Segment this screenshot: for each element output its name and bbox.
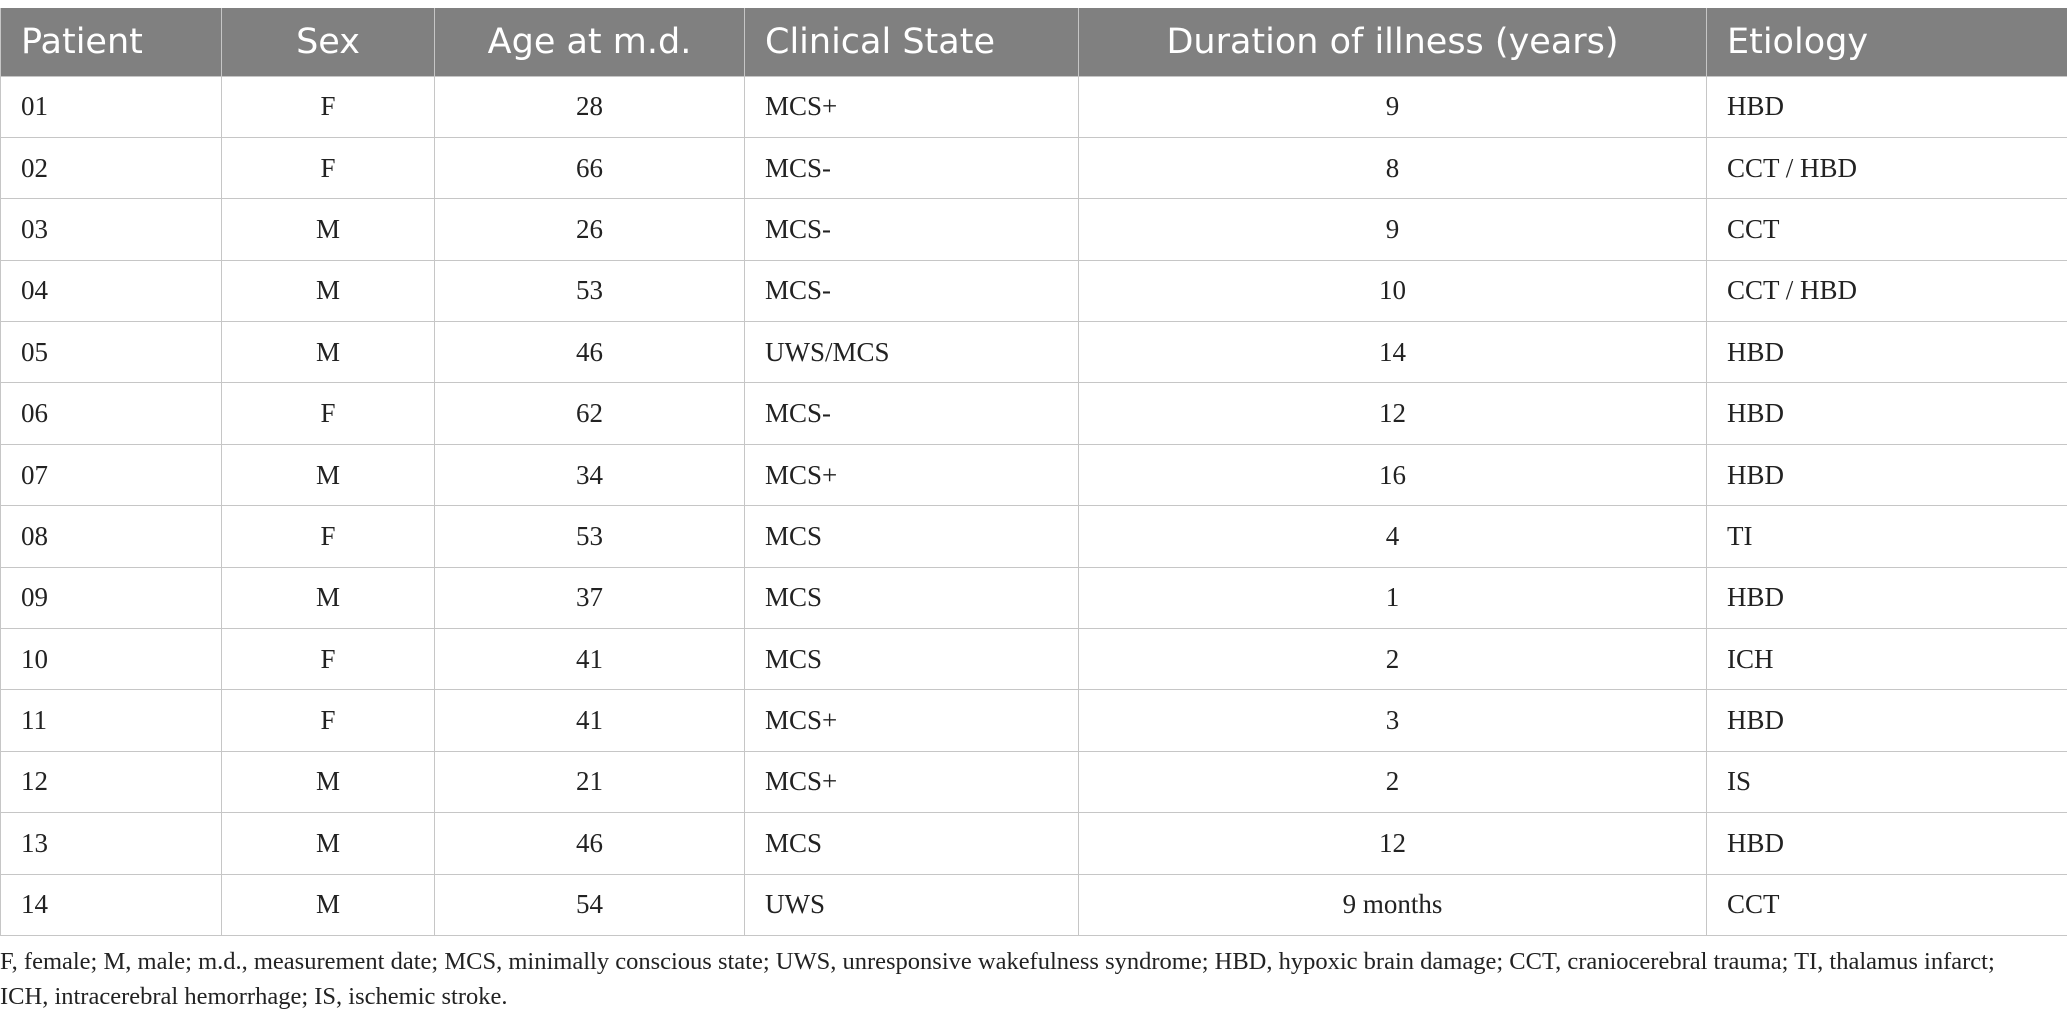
cell-duration: 9 — [1079, 199, 1707, 260]
header-patient: Patient — [1, 8, 222, 76]
cell-etiology: HBD — [1707, 383, 2067, 444]
table-row — [1, 137, 2067, 198]
cell-etiology: TI — [1707, 506, 2067, 567]
cell-duration: 8 — [1079, 137, 1707, 198]
cell-age: 41 — [435, 629, 745, 690]
cell-age: 62 — [435, 383, 745, 444]
cell-patient: 02 — [1, 137, 222, 198]
header-sex: Sex — [222, 8, 435, 76]
table-row — [1, 690, 2067, 751]
table-body — [1, 76, 2067, 935]
patient-table-container — [0, 8, 2067, 936]
table-row — [1, 567, 2067, 628]
patient-table — [0, 8, 2067, 936]
cell-clinical-state: MCS — [745, 629, 1079, 690]
table-row — [1, 751, 2067, 812]
cell-age: 41 — [435, 690, 745, 751]
cell-clinical-state: MCS+ — [745, 690, 1079, 751]
cell-sex: F — [222, 690, 435, 751]
cell-duration: 10 — [1079, 260, 1707, 321]
cell-sex: M — [222, 260, 435, 321]
cell-age: 26 — [435, 199, 745, 260]
table-row — [1, 874, 2067, 935]
header-age: Age at m.d. — [435, 8, 745, 76]
header-etiology: Etiology — [1707, 8, 2067, 76]
cell-etiology: CCT — [1707, 874, 2067, 935]
table-row — [1, 76, 2067, 137]
cell-patient: 05 — [1, 322, 222, 383]
table-header — [1, 8, 2067, 76]
cell-patient: 03 — [1, 199, 222, 260]
cell-duration: 9 — [1079, 76, 1707, 137]
cell-clinical-state: MCS+ — [745, 751, 1079, 812]
cell-sex: F — [222, 383, 435, 444]
cell-clinical-state: MCS- — [745, 137, 1079, 198]
cell-etiology: HBD — [1707, 567, 2067, 628]
table-row — [1, 383, 2067, 444]
table-row — [1, 322, 2067, 383]
cell-etiology: CCT / HBD — [1707, 137, 2067, 198]
cell-etiology: HBD — [1707, 813, 2067, 874]
cell-patient: 14 — [1, 874, 222, 935]
header-row — [1, 8, 2067, 76]
cell-age: 53 — [435, 506, 745, 567]
cell-sex: M — [222, 874, 435, 935]
table-footnote: F, female; M, male; m.d., measurement date; MCS, minimally conscious state; UWS, unresponsive wakefulness syndrome; HBD, hypoxic brain damage; CCT, craniocerebral trauma; TI, thalamus infarct; ICH, intracerebral hemorrhage; IS, ischemic stroke. — [0, 948, 1995, 1010]
cell-patient: 04 — [1, 260, 222, 321]
cell-duration: 4 — [1079, 506, 1707, 567]
cell-etiology: HBD — [1707, 76, 2067, 137]
cell-etiology: IS — [1707, 751, 2067, 812]
cell-age: 46 — [435, 813, 745, 874]
cell-etiology: CCT — [1707, 199, 2067, 260]
cell-sex: F — [222, 76, 435, 137]
cell-sex: F — [222, 506, 435, 567]
cell-sex: M — [222, 567, 435, 628]
cell-clinical-state: UWS/MCS — [745, 322, 1079, 383]
cell-clinical-state: UWS — [745, 874, 1079, 935]
cell-patient: 11 — [1, 690, 222, 751]
cell-patient: 10 — [1, 629, 222, 690]
cell-duration: 3 — [1079, 690, 1707, 751]
cell-etiology: ICH — [1707, 629, 2067, 690]
cell-patient: 13 — [1, 813, 222, 874]
cell-age: 46 — [435, 322, 745, 383]
cell-clinical-state: MCS- — [745, 383, 1079, 444]
cell-clinical-state: MCS — [745, 813, 1079, 874]
table-row — [1, 199, 2067, 260]
cell-etiology: HBD — [1707, 322, 2067, 383]
cell-age: 28 — [435, 76, 745, 137]
cell-age: 21 — [435, 751, 745, 812]
cell-duration: 14 — [1079, 322, 1707, 383]
cell-patient: 12 — [1, 751, 222, 812]
table-row — [1, 260, 2067, 321]
cell-age: 54 — [435, 874, 745, 935]
table-row — [1, 506, 2067, 567]
table-row — [1, 629, 2067, 690]
cell-etiology: HBD — [1707, 690, 2067, 751]
cell-age: 34 — [435, 444, 745, 505]
cell-clinical-state: MCS- — [745, 260, 1079, 321]
table-row — [1, 813, 2067, 874]
cell-sex: M — [222, 322, 435, 383]
cell-duration: 2 — [1079, 751, 1707, 812]
cell-duration: 16 — [1079, 444, 1707, 505]
cell-duration: 2 — [1079, 629, 1707, 690]
cell-etiology: HBD — [1707, 444, 2067, 505]
cell-clinical-state: MCS — [745, 506, 1079, 567]
cell-age: 53 — [435, 260, 745, 321]
cell-age: 66 — [435, 137, 745, 198]
header-duration: Duration of illness (years) — [1079, 8, 1707, 76]
cell-patient: 08 — [1, 506, 222, 567]
cell-duration: 1 — [1079, 567, 1707, 628]
cell-sex: F — [222, 137, 435, 198]
cell-duration: 12 — [1079, 813, 1707, 874]
cell-sex: F — [222, 629, 435, 690]
cell-patient: 06 — [1, 383, 222, 444]
cell-patient: 07 — [1, 444, 222, 505]
cell-clinical-state: MCS+ — [745, 444, 1079, 505]
cell-sex: M — [222, 751, 435, 812]
cell-clinical-state: MCS+ — [745, 76, 1079, 137]
cell-duration: 9 months — [1079, 874, 1707, 935]
header-clinical-state: Clinical State — [745, 8, 1079, 76]
cell-sex: M — [222, 199, 435, 260]
cell-sex: M — [222, 813, 435, 874]
cell-duration: 12 — [1079, 383, 1707, 444]
table-row — [1, 444, 2067, 505]
cell-patient: 01 — [1, 76, 222, 137]
cell-sex: M — [222, 444, 435, 505]
cell-clinical-state: MCS — [745, 567, 1079, 628]
cell-patient: 09 — [1, 567, 222, 628]
cell-age: 37 — [435, 567, 745, 628]
cell-clinical-state: MCS- — [745, 199, 1079, 260]
cell-etiology: CCT / HBD — [1707, 260, 2067, 321]
